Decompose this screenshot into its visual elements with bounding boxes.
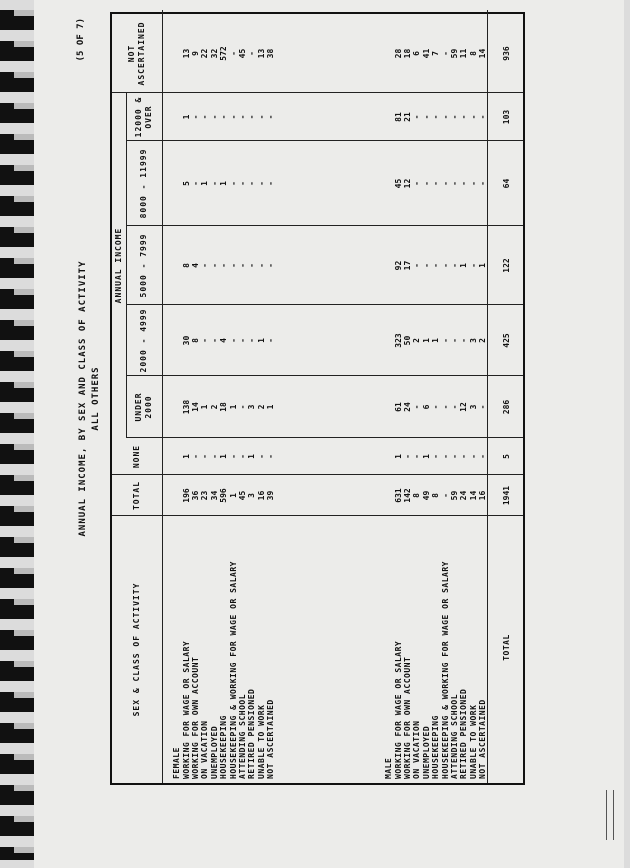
table-row [478,10,487,783]
cell-value: 1 [393,454,403,459]
cell-value: - [431,181,441,186]
row-label: FEMALE [172,747,181,779]
cell-value: 8 [431,493,441,498]
row-label: ATTENDING SCHOOL [237,693,247,779]
income-table [110,12,525,785]
cell-value: 1 [181,114,191,120]
cell-value: 3 [468,338,478,343]
cell-value: 1 [228,404,238,410]
cell-value: - [228,181,238,186]
cell-value: - [209,181,219,186]
cell-value: 142 [402,488,412,503]
cell-value: - [266,263,276,268]
cell-value: 18 [402,48,412,59]
cell-value: 8 [412,493,422,498]
cell-value: - [256,263,266,268]
cell-value: - [190,114,200,120]
header-column: UNDER 2000 [134,392,153,422]
cell-value: 596 [219,488,229,503]
row-label: ATTENDING SCHOOL [449,693,459,779]
cell-value: - [478,181,488,186]
cell-value: - [478,114,488,120]
cell-value: 45 [237,490,247,501]
row-label: WORKING FOR WAGE OR SALARY [393,640,403,779]
cell-value: 50 [402,335,412,346]
cell-value: 1 [431,338,441,343]
cell-value: - [440,263,450,268]
cell-value: 3 [247,493,257,498]
header-column: 12000 & OVER [134,96,153,138]
table-row [191,10,200,783]
cell-value: - [402,454,412,459]
cell-value: - [200,114,210,120]
table-row [441,10,450,783]
cell-value: - [190,181,200,186]
cell-value: 1 [478,263,488,268]
cell-value: - [228,51,238,56]
cell-value: - [412,114,422,120]
cell-value: 38 [266,48,276,59]
cell-value: 21 [402,112,412,122]
cell-value: 6 [412,51,422,56]
cell-value: 1 [228,493,238,498]
cell-value: - [449,181,459,186]
cell-value: - [412,454,422,459]
cell-value: - [440,338,450,343]
cell-value: 1 [219,454,229,459]
cell-value: - [219,114,229,120]
cell-value: - [449,404,459,410]
cell-value: 12 [459,402,469,412]
cell-value: 59 [449,48,459,59]
cell-value: 13 [256,48,266,59]
cell-value: 13 [181,48,191,59]
table-row [431,10,440,783]
cell-value: 61 [393,402,403,412]
cell-value: 16 [478,490,488,501]
cell-value: 2 [209,404,219,410]
cell-value: 23 [200,490,210,501]
cell-value: - [440,404,450,410]
table-row [238,10,247,783]
cell-value: 36 [190,490,200,501]
table-title: ANNUAL INCOME, BY SEX AND CLASS OF ACTIVITY [78,260,88,537]
cell-value: 22 [200,48,210,59]
cell-value: 32 [209,48,219,59]
cell-value: 1 [247,454,257,459]
cell-value: 3 [468,404,478,410]
cell-value: - [449,114,459,120]
cell-value: 92 [393,260,403,271]
cell-value: - [421,263,431,268]
cell-value: - [266,338,276,343]
cell-value: - [237,181,247,186]
cell-value: - [237,338,247,343]
cell-value: 4 [190,263,200,268]
cell-value: 2 [256,404,266,410]
cell-value: - [412,404,422,410]
cell-value: 14 [478,48,488,59]
cell-value: - [431,263,441,268]
cell-value: 11 [459,48,469,59]
section-heading [384,10,393,783]
cell-value: - [237,404,247,410]
cell-value: 122 [502,258,511,273]
table-row [422,10,431,783]
cell-value: - [237,114,247,120]
cell-value: 64 [502,178,511,189]
cell-value: 16 [256,490,266,501]
cell-value: 39 [266,490,276,501]
header-column: 8000 - 11999 [139,148,148,219]
table-row [229,10,238,783]
cell-value: - [200,263,210,268]
cell-value: 14 [468,490,478,501]
cell-value: 936 [502,46,511,61]
cell-value: - [440,114,450,120]
cell-value: 45 [237,48,247,59]
cell-value: 196 [181,488,191,503]
cell-value: - [247,51,257,56]
cell-value: 286 [502,399,511,415]
total-row [502,10,511,783]
cell-value: 81 [393,112,403,122]
cell-value: 6 [421,404,431,410]
cell-value: 4 [219,338,229,343]
cell-value: 12 [402,178,412,189]
cell-value: - [228,454,238,459]
cell-value: - [440,493,450,498]
cell-value: 24 [459,490,469,501]
cell-value: 572 [219,46,229,61]
header-column: NONE [132,444,141,469]
table-row [412,10,421,783]
cell-value: 323 [393,333,403,348]
cell-value: 41 [421,48,431,59]
table-row [403,10,412,783]
cell-value: - [228,114,238,120]
table-row [257,10,266,783]
row-label: WORKING FOR WAGE OR SALARY [181,640,191,779]
cell-value: - [237,263,247,268]
header-column: 5000 - 7999 [139,233,148,298]
cell-value: - [247,181,257,186]
cell-value: - [266,181,276,186]
page-edge [606,790,614,840]
row-label: HOUSEKEEPING [219,715,229,779]
row-label: TOTAL [502,634,511,661]
cell-value: 1 [200,181,210,186]
cell-value: - [449,263,459,268]
cell-value: 425 [502,333,511,348]
table-row [219,10,228,783]
cell-value: - [431,454,441,459]
cell-value: 7 [431,51,441,56]
cell-value: - [412,181,422,186]
cell-value: - [431,114,441,120]
cell-value: 9 [190,51,200,56]
row-label: HOUSEKEEPING & WORKING FOR WAGE OR SALARY [228,561,238,779]
cell-value: 138 [181,399,191,415]
cell-value: - [247,263,257,268]
table-row [469,10,478,783]
cell-value: - [459,114,469,120]
cell-value: - [468,263,478,268]
row-label: UNEMPLOYED [421,725,431,779]
table-row [182,10,191,783]
cell-value: - [266,114,276,120]
cell-value: - [440,51,450,56]
header-column: 2000 - 4999 [139,308,148,373]
cell-value: 17 [402,260,412,271]
header-column: TOTAL [132,480,141,511]
cell-value: - [412,263,422,268]
total-divider [487,10,488,783]
cell-value: 2 [412,338,422,343]
row-label: UNABLE TO WORK [468,704,478,779]
cell-value: 1 [421,338,431,343]
cell-value: 14 [190,402,200,412]
cell-value: - [449,338,459,343]
row-label: MALE [384,757,393,779]
cell-value: 5 [181,181,191,186]
cell-value: - [449,454,459,459]
cell-value: - [468,454,478,459]
cell-value: - [209,114,219,120]
cell-value: 34 [209,490,219,501]
cell-value: 1 [421,454,431,459]
cell-value: - [440,454,450,459]
spiral-binding [0,10,34,860]
cell-value: 28 [393,48,403,59]
cell-value: - [200,338,210,343]
header-label: SEX & CLASS OF ACTIVITY [132,582,141,717]
cell-value: 59 [449,490,459,501]
row-label: WORKING FOR OWN ACCOUNT [402,656,412,779]
cell-value: 2 [478,338,488,343]
cell-value: - [209,338,219,343]
cell-value: - [228,338,238,343]
cell-value: 8 [190,338,200,343]
cell-value: - [459,454,469,459]
cell-value: 1 [181,454,191,459]
row-label: UNABLE TO WORK [256,704,266,779]
cell-value: - [256,114,266,120]
table-row [247,10,256,783]
row-label: NOT ASCERTAINED [266,699,276,779]
header-annual-income: ANNUAL INCOME [114,227,123,304]
cell-value: 45 [393,178,403,189]
cell-value: - [247,338,257,343]
page-label: (5 OF 7) [76,18,86,62]
cell-value: 49 [421,490,431,501]
header-divider [162,10,163,783]
row-label: ON VACATION [200,720,210,779]
cell-value: - [256,181,266,186]
cell-value: - [459,181,469,186]
cell-value: 1 [200,404,210,410]
row-label: HOUSEKEEPING [431,715,441,779]
cell-value: - [247,114,257,120]
row-label: RETIRED PENSIONED [247,688,257,779]
cell-value: - [421,114,431,120]
table-row [459,10,468,783]
cell-value: 103 [502,109,511,125]
cell-value: 1 [219,181,229,186]
cell-value: 1 [266,404,276,410]
cell-value: 18 [219,402,229,412]
cell-value: 30 [181,335,191,346]
row-label: WORKING FOR OWN ACCOUNT [190,656,200,779]
header-column: NOT ASCERTAINED [127,21,146,86]
cell-value: - [190,454,200,459]
cell-value: - [440,181,450,186]
cell-value: - [478,404,488,410]
cell-value: - [468,114,478,120]
cell-value: 24 [402,402,412,412]
row-label: ON VACATION [412,720,422,779]
table-row [394,10,403,783]
row-label: NOT ASCERTAINED [478,699,488,779]
table-row [450,10,459,783]
cell-value: 8 [181,263,191,268]
cell-value: 8 [468,51,478,56]
cell-value: - [200,454,210,459]
cell-value: - [478,454,488,459]
cell-value: - [228,263,238,268]
cell-value: - [209,454,219,459]
cell-value: - [256,454,266,459]
row-label: HOUSEKEEPING & WORKING FOR WAGE OR SALARY [440,561,450,779]
cell-value: 1 [459,263,469,268]
cell-value: - [266,454,276,459]
cell-value: 631 [393,488,403,503]
table-row [210,10,219,783]
section-heading [172,10,181,783]
cell-value: - [209,263,219,268]
cell-value: - [421,181,431,186]
cell-value: - [431,404,441,410]
cell-value: - [237,454,247,459]
cell-value: 5 [502,454,511,459]
cell-value: - [219,263,229,268]
cell-value: 1 [256,338,266,343]
cell-value: - [468,181,478,186]
cell-value: - [459,338,469,343]
cell-value: 3 [247,404,257,410]
table-subtitle: ALL OTHERS [91,366,101,431]
cell-value: 1941 [502,485,511,506]
table-row [266,10,275,783]
row-label: RETIRED PENSIONED [459,688,469,779]
row-label: UNEMPLOYED [209,725,219,779]
table-row [200,10,209,783]
